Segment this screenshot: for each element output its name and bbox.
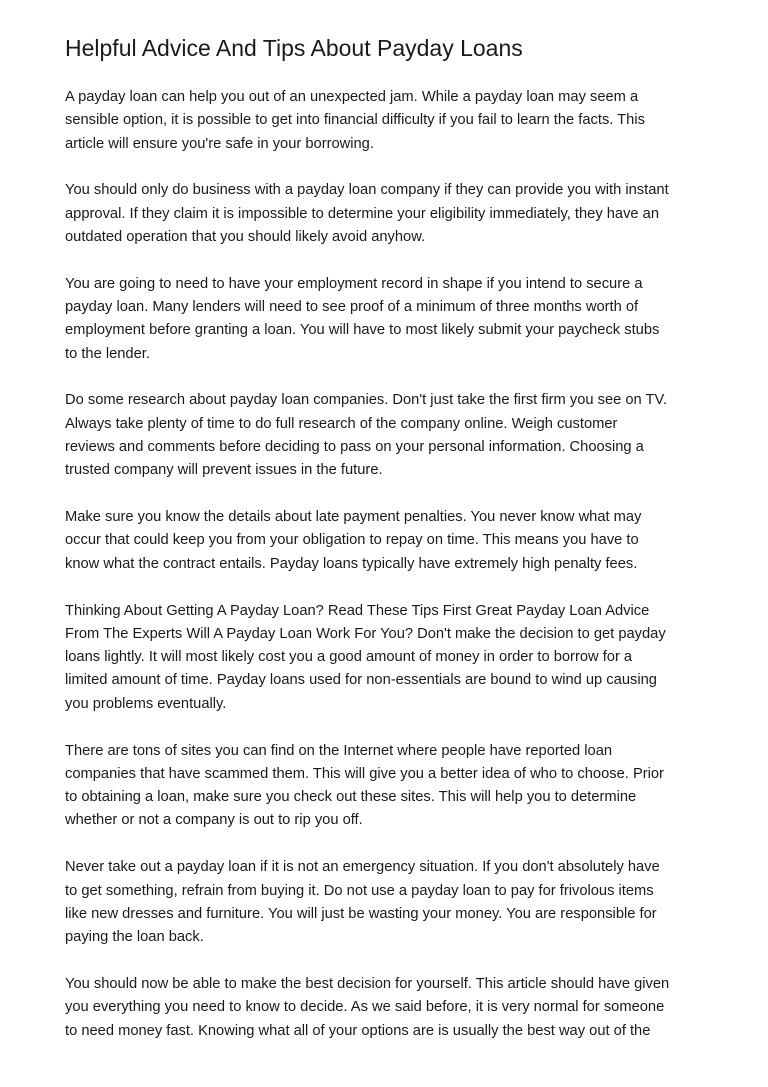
text-line: reviews and comments before deciding to pass on your personal information. Choosing a	[65, 439, 644, 456]
text-line: outdated operation that you should likely avoid anyhow.	[65, 228, 426, 245]
text-line: Thinking About Getting A Payday Loan? Read These Tips First Great Payday Loan Advice	[65, 602, 650, 619]
text-line: Make sure you know the details about late payment penalties. You never know what may	[65, 509, 642, 526]
paragraph	[65, 600, 715, 716]
paragraph	[65, 273, 715, 366]
text-line: paying the loan back.	[65, 929, 204, 946]
text-line: whether or not a company is out to rip you off.	[65, 812, 363, 829]
paragraph	[65, 856, 715, 949]
text-line: employment before granting a loan. You will have to most likely submit your paycheck stubs	[65, 322, 660, 339]
text-line: Do some research about payday loan companies. Don't just take the first firm you see on TV.	[65, 392, 668, 409]
text-line: sensible option, it is possible to get into financial difficulty if you fail to learn the facts. This	[65, 112, 645, 129]
paragraph	[65, 973, 715, 1043]
text-line: to obtaining a loan, make sure you check out these sites. This will help you to determine	[65, 789, 637, 806]
document-title: Helpful Advice And Tips About Payday Loans	[65, 35, 523, 61]
text-line: to need money fast. Knowing what all of your options are is usually the best way out of the	[65, 1022, 651, 1039]
text-line: payday loan. Many lenders will need to see proof of a minimum of three months worth of	[65, 299, 639, 316]
document-body	[65, 86, 715, 1066]
text-line: know what the contract entails. Payday loans typically have extremely high penalty fees.	[65, 555, 638, 572]
text-line: to the lender.	[65, 345, 150, 362]
paragraph	[65, 740, 715, 833]
text-line: loans lightly. It will most likely cost you a good amount of money in order to borrow for a	[65, 649, 633, 666]
text-line: like new dresses and furniture. You will just be wasting your money. You are responsible for	[65, 905, 657, 922]
text-line: You should now be able to make the best decision for yourself. This article should have given	[65, 975, 670, 992]
text-line: Always take plenty of time to do full research of the company online. Weigh customer	[65, 415, 618, 432]
text-line: Never take out a payday loan if it is not an emergency situation. If you don't absolutely have	[65, 859, 660, 876]
paragraph	[65, 506, 715, 576]
text-line: article will ensure you're safe in your borrowing.	[65, 135, 374, 152]
text-line: trusted company will prevent issues in the future.	[65, 462, 383, 479]
text-line: to get something, refrain from buying it. Do not use a payday loan to pay for frivolous items	[65, 882, 654, 899]
text-line: companies that have scammed them. This will give you a better idea of who to choose. Prior	[65, 765, 664, 782]
text-line: There are tons of sites you can find on the Internet where people have reported loan	[65, 742, 613, 759]
text-line: From The Experts Will A Payday Loan Work For You? Don't make the decision to get payday	[65, 625, 666, 642]
text-line: You should only do business with a payday loan company if they can provide you with instant	[65, 182, 669, 199]
text-line: you everything you need to know to decide. As we said before, it is very normal for someone	[65, 999, 665, 1016]
text-line: A payday loan can help you out of an unexpected jam. While a payday loan may seem a	[65, 89, 639, 105]
text-line: limited amount of time. Payday loans used for non-essentials are bound to wind up causing	[65, 672, 657, 689]
paragraph	[65, 86, 715, 156]
text-line: You are going to need to have your employment record in shape if you intend to secure a	[65, 275, 643, 292]
text-line: you problems eventually.	[65, 695, 227, 712]
text-line: occur that could keep you from your obligation to repay on time. This means you have to	[65, 532, 639, 549]
paragraph	[65, 389, 715, 482]
text-line: approval. If they claim it is impossible to determine your eligibility immediately, they have an	[65, 205, 660, 222]
paragraph	[65, 179, 715, 249]
